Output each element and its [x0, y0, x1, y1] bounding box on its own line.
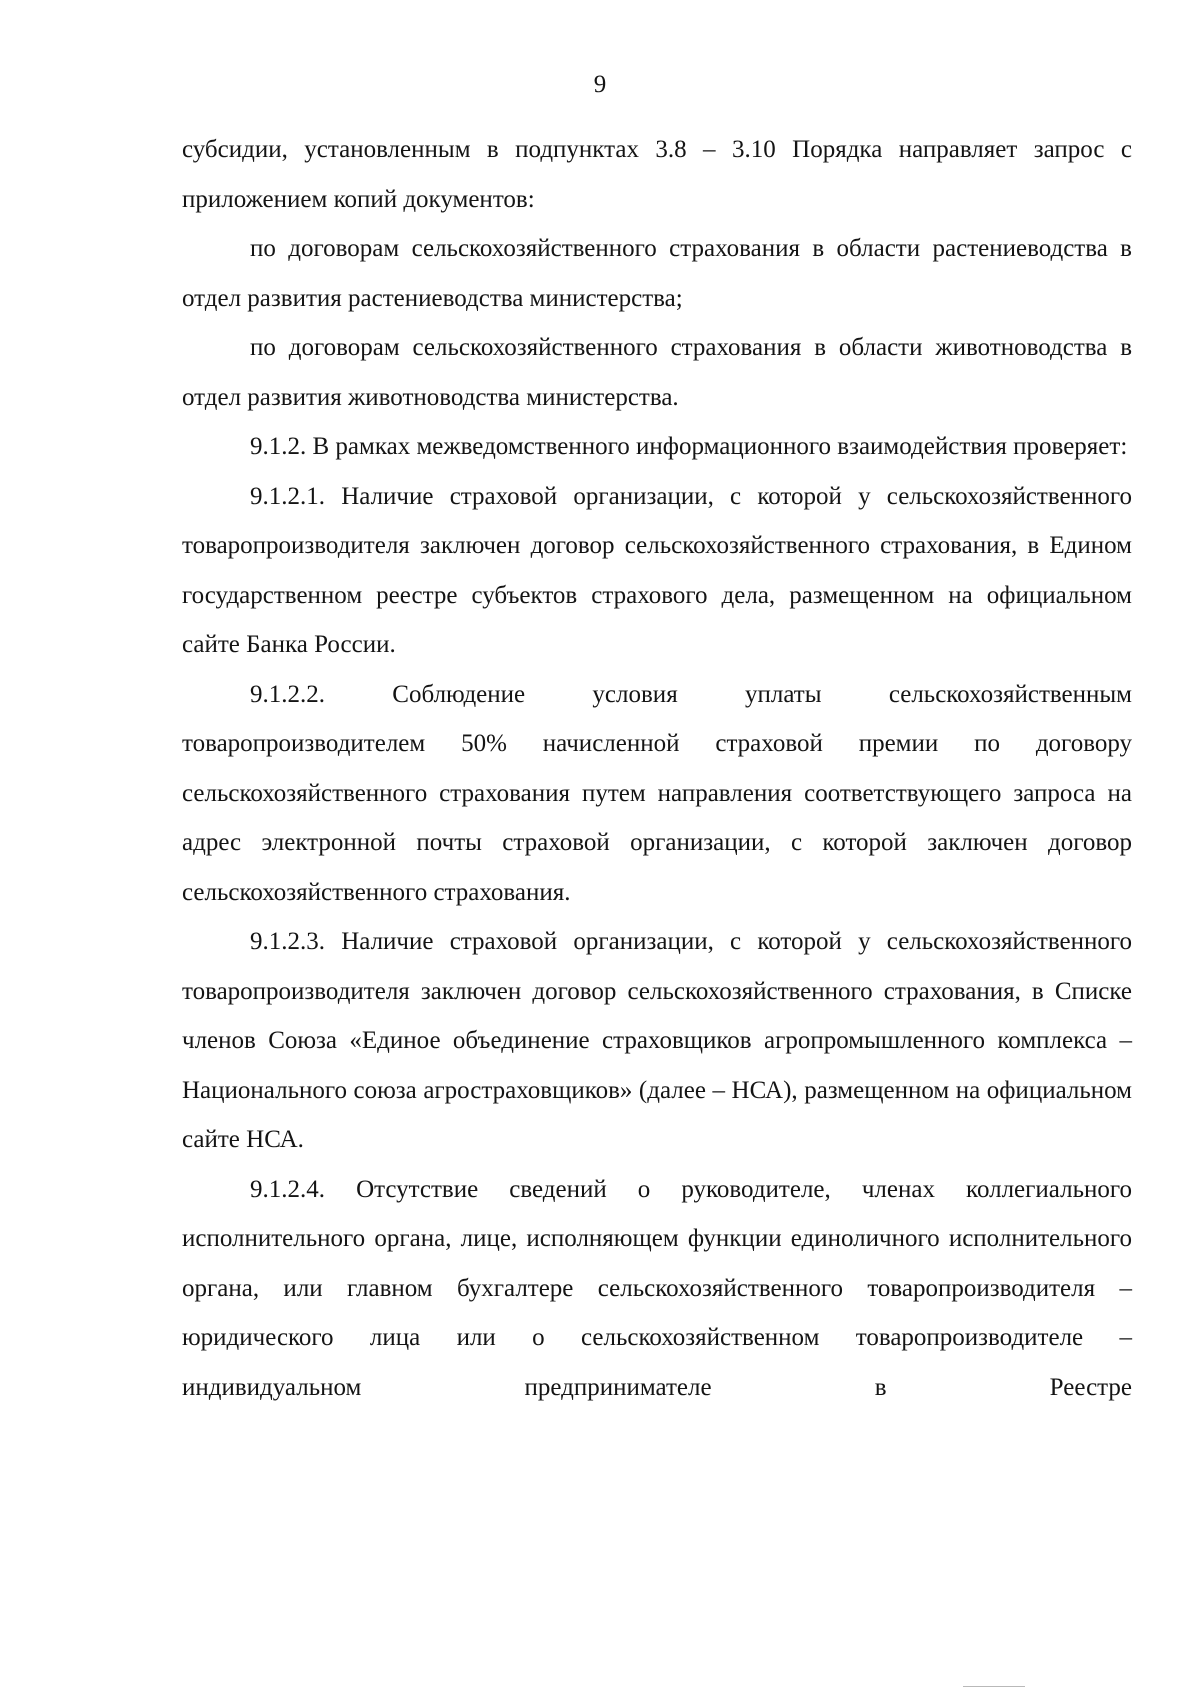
- page-number: 9: [593, 71, 607, 98]
- paragraph-9-1-2-4: 9.1.2.4. Отсутствие сведений о руководителе, членах коллегиального исполнительного органа, лице, исполняющем функции единоличного исполнительного органа, или главном бухгалтере сельскохозяйственного товаропроизводителя – юридического лица или о сельскохозяйственном товаропроизводителе – индивидуальном предпринимателе в Реестре: [182, 1175, 1132, 1401]
- paragraph-crop-insurance: по договорам сельскохозяйственного страхования в области растениеводства в отдел развития растениеводства министерства;: [182, 235, 1132, 312]
- paragraph-9-1-2-2: 9.1.2.2. Соблюдение условия уплаты сельскохозяйственным товаропроизводителем 50% начисленной страховой премии по договору сельскохозяйственного страхования путем направления соответствующего запроса на адрес электронной почты страховой организации, с которой заключен договор сельскохозяйственного страхования.: [182, 680, 1132, 906]
- paragraph-9-1-2-1: 9.1.2.1. Наличие страховой организации, с которой у сельскохозяйственного товаропроизводителя заключен договор сельскохозяйственного страхования, в Едином государственном реестре субъектов страхового дела, размещенном на официальном сайте Банка России.: [182, 482, 1132, 658]
- paragraph-livestock-insurance: по договорам сельскохозяйственного страхования в области животноводства в отдел развития животноводства министерства.: [182, 334, 1132, 411]
- scan-artifact-mark: [963, 1686, 1025, 1687]
- paragraph-9-1-2: 9.1.2. В рамках межведомственного информационного взаимодействия проверяет:: [250, 433, 1128, 460]
- document-body: [182, 125, 1132, 1412]
- paragraph-9-1-2-3: 9.1.2.3. Наличие страховой организации, с которой у сельскохозяйственного товаропроизводителя заключен договор сельскохозяйственного страхования, в Списке членов Союза «Единое объединение страховщиков агропромышленного комплекса – Национального союза агростраховщиков» (далее – НСА), размещенном на официальном сайте НСА.: [182, 928, 1132, 1153]
- paragraph-intro: субсидии, установленным в подпунктах 3.8 – 3.10 Порядка направляет запрос с приложением копий документов:: [182, 136, 1132, 213]
